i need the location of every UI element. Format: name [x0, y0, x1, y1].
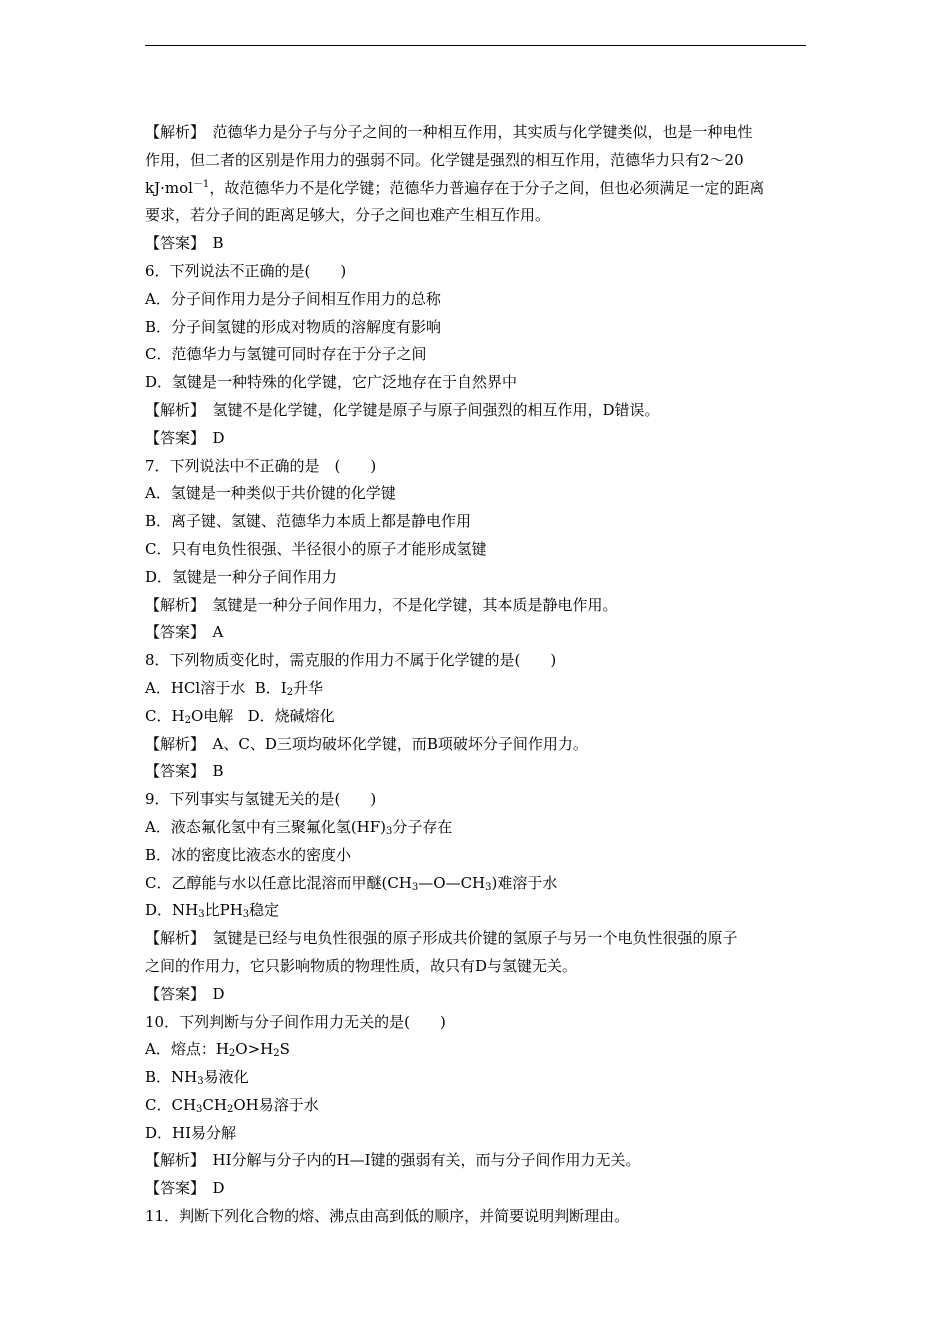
q10-option-c: C．$CH_3CH_2OH$易溶于水	[145, 1095, 319, 1115]
q7-option-a: A．氢键是一种类似于共价键的化学键	[145, 484, 396, 503]
q10-answer: 【答案】 D	[145, 1179, 225, 1198]
q6-analysis: 【解析】 氢键不是化学键，化学键是原子与原子间强烈的相互作用，D错误。	[145, 400, 660, 419]
q5-answer: 【答案】 B	[145, 234, 224, 253]
q8-options-cd: C．$H_2O$电解 D．烧碱熔化	[145, 706, 335, 726]
q7-answer: 【答案】 A	[145, 623, 224, 642]
q10-stem: 10．下列判断与分子间作用力无关的是( )	[145, 1012, 446, 1031]
q7-option-b: B．离子键、氢键、范德华力本质上都是静电作用	[145, 512, 472, 531]
document-body	[145, 119, 806, 1231]
analysis-tag: 【解析】	[145, 734, 198, 753]
q5-analysis-line3: kJ·mol$^{-1}$，故范德华力不是化学键；范德华力普遍存在于分子之间，但也必须满足一定的距离	[145, 178, 765, 197]
q6-option-a: A．分子间作用力是分子间相互作用力的总称	[145, 289, 441, 308]
q10-option-a: A．熔点：$H_2O>H_2S$	[145, 1040, 290, 1060]
q7-option-c: C．只有电负性很强、半径很小的原子才能形成氢键	[145, 539, 487, 558]
q10-analysis: 【解析】 HI分解与分子内的H—I键的强弱有关，而与分子间作用力无关。	[145, 1151, 641, 1170]
answer-tag: 【答案】	[145, 623, 198, 642]
q6-option-b: B．分子间氢键的形成对物质的溶解度有影响	[145, 317, 442, 336]
q8-options-ab: A．HCl溶于水 B．$I_2$升华	[145, 678, 324, 698]
q9-option-d: D．$NH_3$比$PH_3$稳定	[145, 901, 280, 921]
q9-analysis-line2: 之间的作用力，它只影响物质的物理性质，故只有D与氢键无关。	[145, 956, 578, 975]
q6-option-d: D．氢键是一种特殊的化学键，它广泛地存在于自然界中	[145, 373, 518, 392]
q8-stem: 8．下列物质变化时，需克服的作用力不属于化学键的是( )	[145, 651, 557, 670]
q5-analysis-line4: 要求，若分子间的距离足够大，分子之间也难产生相互作用。	[145, 206, 551, 225]
answer-tag: 【答案】	[145, 762, 198, 781]
answer-tag: 【答案】	[145, 234, 198, 253]
analysis-tag: 【解析】	[145, 595, 198, 614]
analysis-tag: 【解析】	[145, 929, 198, 948]
q6-option-c: C．范德华力与氢键可同时存在于分子之间	[145, 345, 427, 364]
analysis-tag: 【解析】	[145, 400, 198, 419]
q8-answer: 【答案】 B	[145, 762, 224, 781]
q9-stem: 9．下列事实与氢键无关的是( )	[145, 790, 377, 809]
q9-analysis-line1: 【解析】 氢键是已经与电负性很强的原子形成共价键的氢原子与另一个电负性很强的原子	[145, 929, 738, 948]
q9-answer: 【答案】 D	[145, 984, 225, 1003]
q10-option-d: D．HI易分解	[145, 1123, 237, 1142]
q7-analysis: 【解析】 氢键是一种分子间作用力，不是化学键，其本质是静电作用。	[145, 595, 618, 614]
q10-option-b: B．$NH_3$易液化	[145, 1068, 249, 1088]
q6-answer: 【答案】 D	[145, 428, 225, 447]
answer-tag: 【答案】	[145, 984, 198, 1003]
q6-stem: 6．下列说法不正确的是( )	[145, 261, 347, 280]
q5-analysis-line1: 【解析】 范德华力是分子与分子之间的一种相互作用，其实质与化学键类似，也是一种电性	[145, 123, 753, 141]
q9-option-a: A．液态氟化氢中有三聚氟化氢$(HF)_3$分子存在	[145, 817, 453, 837]
analysis-tag: 【解析】	[145, 1151, 198, 1170]
answer-tag: 【答案】	[145, 428, 198, 447]
q9-option-c: C．乙醇能与水以任意比混溶而甲醚$(CH_3—O—CH_3)$难溶于水	[145, 873, 558, 893]
header-rule	[145, 45, 806, 46]
q9-option-b: B．冰的密度比液态水的密度小	[145, 845, 352, 864]
q11-stem: 11．判断下列化合物的熔、沸点由高到低的顺序，并简要说明判断理由。	[145, 1207, 630, 1226]
q5-analysis-line2: 作用，但二者的区别是作用力的强弱不同。化学键是强烈的相互作用，范德华力只有2～20	[145, 150, 744, 169]
analysis-tag: 【解析】	[145, 123, 198, 141]
q8-analysis: 【解析】 A、C、D三项均破坏化学键，而B项破坏分子间作用力。	[145, 734, 588, 753]
answer-tag: 【答案】	[145, 1179, 198, 1198]
q7-stem: 7．下列说法中不正确的是 ( )	[145, 456, 377, 475]
q7-option-d: D．氢键是一种分子间作用力	[145, 567, 338, 586]
